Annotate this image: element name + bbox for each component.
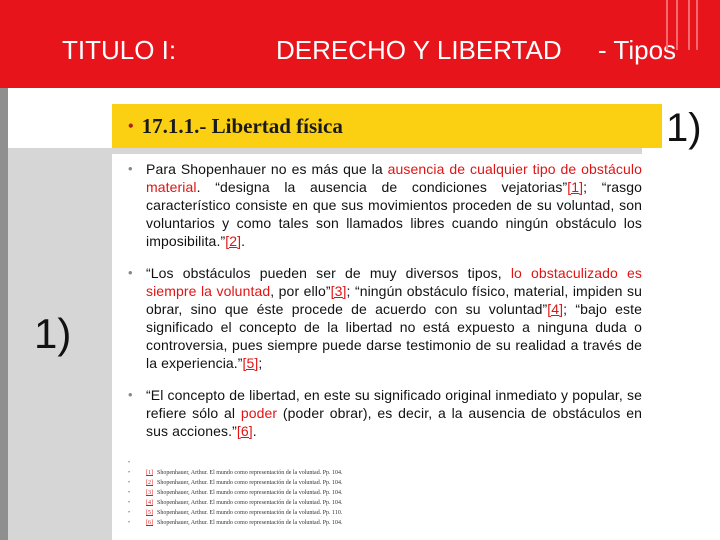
right-section-number: 1) — [666, 106, 702, 150]
title-part-tipos: - Tipos — [598, 35, 677, 65]
footnote-link-4[interactable]: [4] — [547, 301, 564, 317]
footnote-ref[interactable]: [2] — [146, 480, 153, 486]
title-part-titulo: TITULO I: — [62, 35, 177, 65]
footnote-item — [128, 498, 428, 508]
footnote-text: Shopenhauer, Arthur. El mundo como representación de la voluntad. Pp. 104. — [157, 470, 343, 476]
section-heading-tab — [642, 104, 662, 148]
bullet-paragraph-2 — [128, 264, 642, 372]
footnote-ref[interactable]: [1] — [146, 470, 153, 476]
header-decoration — [666, 0, 698, 50]
title-header — [0, 0, 720, 88]
footnote-ref[interactable]: [3] — [146, 490, 153, 496]
footnote-item — [128, 508, 428, 518]
paragraph-text: . — [252, 423, 257, 439]
paragraph-text: “Los obstáculos pueden ser de muy diversos tipos, — [146, 265, 511, 281]
footnote-text: Shopenhauer, Arthur. El mundo como representación de la voluntad. Pp. 104. — [157, 490, 343, 496]
footnote-item — [128, 488, 428, 498]
paragraph-text: (poder obrar), es decir, a la ausencia de obstáculos en sus acciones.” — [146, 405, 643, 439]
bullet-icon: • — [128, 520, 131, 526]
paragraph-text: ; “bajo este significado el concepto de la libertad no está expuesto a ninguna duda o controversia, pues siempre puede darse testimonio de su realidad a través de la experiencia.” — [146, 301, 642, 371]
bullet-icon: • — [128, 387, 133, 402]
paragraph-text: ; “rasgo característico consiste en que sus movimientos proceden de su voluntad, son voluntarios y como tales son llamados libres cuando ningún obstáculo los imposibilita.” — [146, 179, 643, 249]
footnote-ref[interactable]: [4] — [146, 500, 153, 506]
footnote-link-5[interactable]: [5] — [242, 355, 259, 371]
footnote-link-1[interactable]: [1] — [567, 179, 584, 195]
footnote-item — [128, 518, 428, 528]
footnote-text: Shopenhauer, Arthur. El mundo como representación de la voluntad. Pp. 104. — [157, 480, 343, 486]
paragraph-text: ; “ningún obstáculo físico, material, impiden su obrar, sino que éste procede de acuerdo con su voluntad” — [146, 283, 642, 317]
footnote-text: Shopenhauer, Arthur. El mundo como representación de la voluntad. Pp. 104. — [157, 520, 343, 526]
footnote-ref[interactable]: [6] — [146, 520, 153, 526]
footnote-text: Shopenhauer, Arthur. El mundo como representación de la voluntad. Pp. 104. — [157, 500, 343, 506]
paragraph-text: ; — [258, 355, 263, 371]
bullet-icon: • — [128, 460, 131, 466]
footnote-link-3[interactable]: [3] — [330, 283, 347, 299]
footnote-text: Shopenhauer, Arthur. El mundo como representación de la voluntad. Pp. 110. — [157, 510, 343, 516]
paragraph-text: . — [241, 233, 246, 249]
footnote-item — [128, 468, 428, 478]
emphasis-text: ausencia de cualquier tipo de obstáculo material — [146, 161, 642, 195]
bullet-icon: • — [128, 500, 131, 506]
paragraph-text: Para Shopenhauer no es más que la — [146, 161, 388, 177]
bullet-paragraph-1 — [128, 160, 642, 250]
bullet-icon: • — [128, 470, 131, 476]
footnote-link-6[interactable]: [6] — [236, 423, 253, 439]
bullet-icon: • — [128, 118, 134, 135]
footnote-ref[interactable]: [5] — [146, 510, 153, 516]
title-part-derecho-libertad: DERECHO Y LIBERTAD — [276, 35, 562, 65]
content-area — [128, 160, 642, 454]
paragraph-text: “El concepto de libertad, en este su significado original inmediato y popular, se refiere sólo al — [146, 387, 642, 421]
left-accent-bar — [0, 88, 8, 540]
bullet-icon: • — [128, 161, 133, 176]
bullet-icon: • — [128, 480, 131, 486]
section-heading-text: 17.1.1.- Libertad física — [141, 114, 343, 138]
bullet-paragraph-3 — [128, 386, 642, 440]
left-section-number: 1) — [34, 310, 72, 357]
footnote-list — [128, 458, 428, 528]
footnote-item — [128, 478, 428, 488]
bullet-icon: • — [128, 265, 133, 280]
paragraph-text: , por ello” — [270, 283, 331, 299]
emphasis-text: lo obstaculizado es siempre la voluntad — [146, 265, 642, 299]
footnote-item — [128, 458, 428, 468]
section-heading — [128, 114, 343, 139]
footnote-link-2[interactable]: [2] — [225, 233, 242, 249]
emphasis-text: poder — [240, 405, 278, 421]
bullet-icon: • — [128, 490, 131, 496]
bullet-icon: • — [128, 510, 131, 516]
divider-strip — [112, 148, 642, 154]
paragraph-text: . “designa la ausencia de condiciones vejatorias” — [196, 179, 568, 195]
